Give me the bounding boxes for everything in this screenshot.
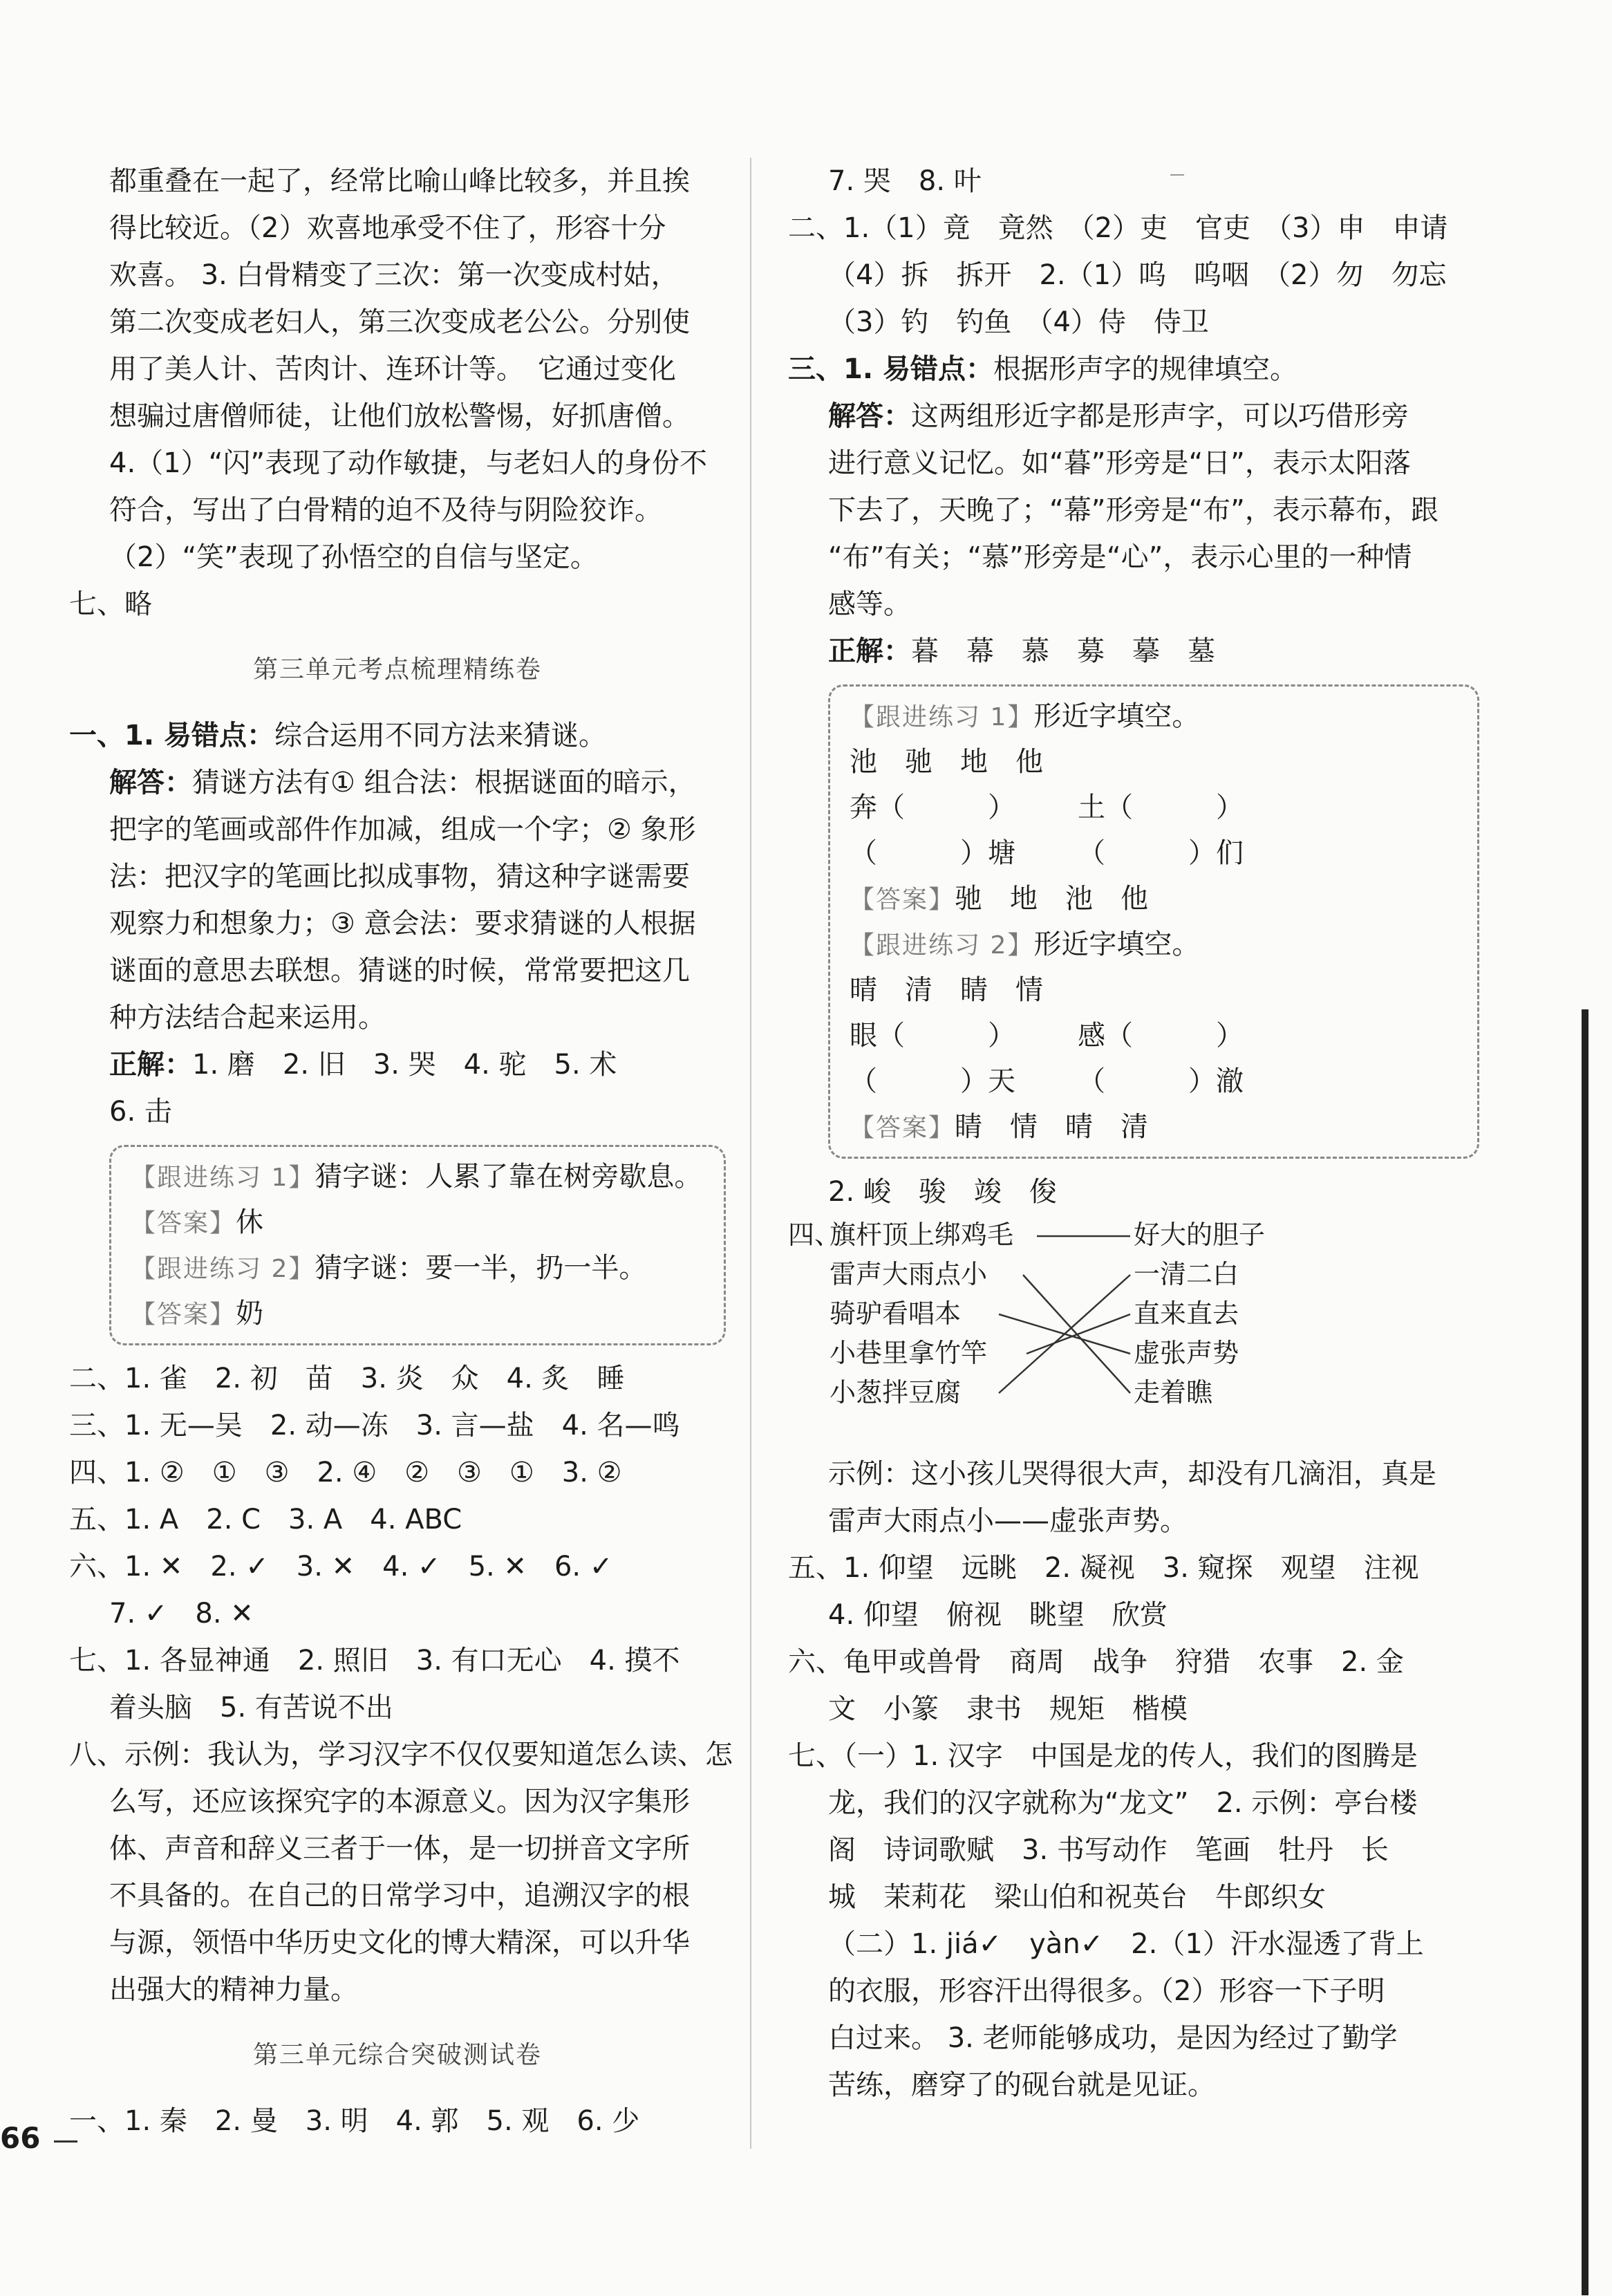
text-span: 猜谜方法有① 组合法：根据谜面的暗示，: [192, 767, 696, 799]
answer-line: 五、1. 仰望 远眺 2. 凝视 3. 窥探 观望 注视: [788, 1552, 1419, 1584]
fill-blank-row: [850, 830, 1458, 876]
text-line: 示例：这小孩儿哭得很大声，却没有几滴泪，真是: [828, 1458, 1436, 1490]
match-left-item: 旗杆顶上绑鸡毛: [830, 1220, 1014, 1250]
answer-line: [850, 1104, 1458, 1150]
text-line: 阁 诗词歌赋 3. 书写动作 笔画 牡丹 长: [828, 1834, 1389, 1866]
text-line: （2）“笑”表现了孙悟空的自信与坚定。: [109, 541, 598, 573]
practice-text: 形近字填空。: [1033, 928, 1200, 960]
practice-line: [850, 922, 1458, 967]
answer-line: 六、龟甲或兽骨 商周 战争 狩猎 农事 2. 金: [788, 1646, 1404, 1678]
match-left-item: 小巷里拿竹竿: [830, 1338, 988, 1368]
answer-line: 2. 峻 骏 竣 俊: [828, 1176, 1057, 1208]
text-line: “布”有关；“慕”形旁是“心”，表示心里的一种情: [828, 541, 1412, 573]
text-line: 感等。: [828, 588, 911, 620]
answer-line: （4）拆 拆开 2.（1）呜 呜咽 （2）勿 勿忘: [828, 259, 1447, 291]
practice-tag: 【跟进练习 2】: [131, 1255, 315, 1283]
match-left-item: 雷声大雨点小: [830, 1259, 988, 1289]
answer-tag: 【答案】: [131, 1209, 236, 1238]
match-line: [1027, 1314, 1130, 1354]
practice-line: [850, 693, 1458, 739]
match-left-item: 小葱拌豆腐: [830, 1377, 962, 1408]
text-line: 白过来。 3. 老师能够成功，是因为经过了勤学: [828, 2022, 1398, 2054]
answer-line: 二、1.（1）竟 竟然 （2）吏 官吏 （3）申 申请: [788, 212, 1448, 244]
answer-line: 4. 仰望 俯视 眺望 欣赏: [828, 1599, 1168, 1631]
practice-box: [109, 1145, 726, 1345]
text-line: 想骗过唐僧师徒，让他们放松警惕，好抓唐僧。: [109, 400, 690, 432]
text-line: 城 茉莉花 梁山伯和祝英台 牛郎织女: [828, 1881, 1326, 1913]
answer-line: 着头脑 5. 有苦说不出: [109, 1692, 393, 1724]
text-line: 都重叠在一起了，经常比喻山峰比较多，并且挨: [109, 165, 690, 197]
answer-line: 7. ✓ 8. ✕: [109, 1598, 254, 1630]
text-line: 4.（1）“闪”表现了动作敏捷，与老妇人的身份不: [109, 447, 708, 479]
text-line: 把字的笔画或部件作加减，组成一个字；② 象形: [109, 814, 696, 846]
text-line: 符合，写出了白骨精的迫不及待与阴险狡诈。: [109, 494, 662, 526]
fill-blank[interactable]: 土（ ）: [1078, 792, 1244, 823]
text-line: 用了美人计、苦肉计、连环计等。 它通过变化: [109, 353, 676, 385]
text-line: 第二次变成老妇人，第三次变成老公公。分别使: [109, 306, 690, 338]
match-right-item: 好大的胆子: [1134, 1220, 1266, 1250]
fill-blank[interactable]: （ ）塘: [850, 837, 1015, 869]
text-line: （二）1. jiá✓ yàn✓ 2.（1）汗水湿透了背上: [828, 1928, 1424, 1960]
answer-line: 文 小篆 隶书 规矩 楷模: [828, 1693, 1188, 1725]
right-column: [788, 158, 1479, 2109]
text-line: 体、声音和辞义三者于一体，是一切拼音文字所: [109, 1833, 690, 1865]
fill-blank-row: [850, 1058, 1458, 1104]
column-divider: [750, 158, 751, 2149]
answer-text: 驰 地 池 他: [955, 883, 1149, 915]
text-line: [788, 393, 1479, 440]
answer-line: 一、1. 秦 2. 曼 3. 明 4. 郭 5. 观 6. 少: [69, 2105, 640, 2137]
text-line: 谜面的意思去联想。猜谜的时候，常常要把这几: [109, 955, 690, 987]
answer-text: 睛 情 晴 清: [955, 1111, 1149, 1143]
fill-blank[interactable]: 感（ ）: [1078, 1020, 1244, 1052]
match-right-item: 虚张声势: [1134, 1338, 1239, 1368]
match-lines: [788, 1215, 1479, 1423]
question-text: 综合运用不同方法来猜谜。: [274, 720, 606, 752]
left-column: [69, 158, 733, 2145]
text-line: [788, 628, 1479, 675]
text-line: [69, 759, 726, 806]
practice-tag: 【跟进练习 2】: [850, 931, 1034, 960]
char-list: 晴 清 睛 情: [850, 974, 1043, 1006]
section-title: 第三单元考点梳理精练卷: [252, 655, 542, 684]
match-right-item: 一清二白: [1134, 1259, 1239, 1289]
answer-line: 五、1. A 2. C 3. A 4. ABC: [69, 1504, 462, 1536]
text-line: 6. 击: [109, 1096, 172, 1128]
page-edge-shadow: [1582, 1009, 1588, 2295]
text-span: 这两组形近字都是形声字，可以巧借形旁: [911, 400, 1409, 432]
zhengjie-label: 正解：: [109, 1049, 192, 1081]
practice-line: [131, 1154, 704, 1200]
practice-tag: 【跟进练习 1】: [850, 703, 1034, 731]
answer-tag: 【答案】: [131, 1300, 236, 1329]
question-number: 四、: [788, 1220, 841, 1250]
error-point-label: 三、1. 易错点：: [788, 353, 993, 385]
answer-line: 七、1. 各显神通 2. 照旧 3. 有口无心 4. 摸不: [69, 1645, 680, 1677]
section-title: 第三单元综合突破测试卷: [252, 2041, 542, 2069]
text-line: 观察力和想象力；③ 意会法：要求猜谜的人根据: [109, 908, 696, 940]
answer-line: 四、1. ② ① ③ 2. ④ ② ③ ① 3. ②: [69, 1457, 622, 1488]
fill-blank[interactable]: （ ）澈: [1078, 1065, 1244, 1097]
answer-line: [850, 876, 1458, 922]
fill-blank[interactable]: （ ）们: [1078, 837, 1244, 869]
text-line: 出强大的精神力量。: [109, 1974, 358, 2006]
error-point-label: 一、1. 易错点：: [69, 720, 274, 752]
answer-line: 二、1. 雀 2. 初 苗 3. 炎 众 4. 炙 睡: [69, 1363, 625, 1394]
text-line: 与源，领悟中华历史文化的博大精深，可以升华: [109, 1927, 690, 1959]
fill-blank-row: [850, 1013, 1458, 1058]
practice-text: 形近字填空。: [1033, 700, 1200, 732]
answer-line: （3）钓 钓鱼 （4）侍 侍卫: [828, 306, 1209, 338]
fill-blank[interactable]: 奔（ ）: [850, 792, 1015, 823]
answer-tag: 【答案】: [850, 886, 955, 914]
answer-line: 六、1. ✕ 2. ✓ 3. ✕ 4. ✓ 5. ✕ 6. ✓: [69, 1551, 613, 1583]
text-line: 么写，还应该探究字的本源意义。因为汉字集形: [109, 1786, 690, 1818]
page-number: 66: [0, 2121, 41, 2155]
text-line: 种方法结合起来运用。: [109, 1002, 386, 1034]
answer-text: 休: [236, 1206, 264, 1238]
text-line: 雷声大雨点小——虚张声势。: [828, 1505, 1188, 1537]
question-line: [788, 346, 1479, 393]
answer-line: 八、示例：我认为，学习汉字不仅仅要知道怎么读、怎: [69, 1739, 733, 1771]
jieda-label: 解答：: [109, 767, 192, 799]
practice-line: [131, 1245, 704, 1291]
zhengjie-label: 正解：: [828, 635, 911, 667]
match-line: [999, 1275, 1130, 1393]
fill-blank-row: [850, 785, 1458, 830]
page-number-dash: [54, 2140, 77, 2143]
fill-blank[interactable]: （ ）天: [850, 1065, 1015, 1097]
practice-text: 猜字谜：人累了靠在树旁歇息。: [315, 1161, 702, 1193]
answer-text: 奶: [236, 1298, 264, 1329]
text-line: 龙，我们的汉字就称为“龙文” 2. 示例：亭台楼: [828, 1787, 1418, 1819]
text-line: 苦练，磨穿了的砚台就是见证。: [828, 2069, 1215, 2101]
answer-line: 七、（一）1. 汉字 中国是龙的传人，我们的图腾是: [788, 1740, 1418, 1772]
text-span: 1. 磨 2. 旧 3. 哭 4. 驼 5. 术: [192, 1049, 617, 1081]
question-line: [69, 712, 726, 759]
text-line: 不具备的。在自己的日常学习中，追溯汉字的根: [109, 1880, 690, 1912]
text-line: 得比较近。（2）欢喜地承受不住了，形容十分: [109, 212, 666, 244]
fill-blank[interactable]: 眼（ ）: [850, 1020, 1015, 1052]
match-right-item: 直来直去: [1134, 1298, 1239, 1329]
match-left-item: 骑驴看唱本: [830, 1298, 962, 1329]
answer-line: [131, 1200, 704, 1245]
text-line: 下去了，天晚了；“幕”形旁是“布”，表示幕布，跟: [828, 494, 1438, 526]
question-text: 根据形声字的规律填空。: [993, 353, 1297, 385]
match-right-item: 走着瞧: [1134, 1377, 1213, 1408]
practice-tag: 【跟进练习 1】: [131, 1164, 315, 1192]
answer-line: 三、1. 无—吴 2. 动—冻 3. 言—盐 4. 名—鸣: [69, 1410, 680, 1441]
matching-exercise: [788, 1215, 1479, 1450]
practice-box: [828, 684, 1479, 1159]
char-list: 池 驰 地 他: [850, 746, 1043, 778]
text-line: 法：把汉字的笔画比拟成事物，猜这种字谜需要: [109, 861, 690, 893]
answer-line: 7. 哭 8. 叶: [828, 165, 982, 197]
text-span: 暮 幕 慕 募 摹 墓: [911, 635, 1215, 667]
text-line: 的衣服，形容汗出得很多。（2）形容一下子明: [828, 1975, 1385, 2007]
practice-text: 猜字谜：要一半，扔一半。: [315, 1252, 647, 1284]
answer-tag: 【答案】: [850, 1114, 955, 1142]
text-line: [69, 1041, 726, 1088]
text-line: 进行意义记忆。如“暮”形旁是“日”，表示太阳落: [828, 447, 1411, 479]
text-line: 欢喜。 3. 白骨精变了三次：第一次变成村姑，: [109, 259, 679, 291]
answer-line: [131, 1291, 704, 1336]
jieda-label: 解答：: [828, 400, 911, 432]
answer-line: 七、略: [69, 588, 152, 620]
